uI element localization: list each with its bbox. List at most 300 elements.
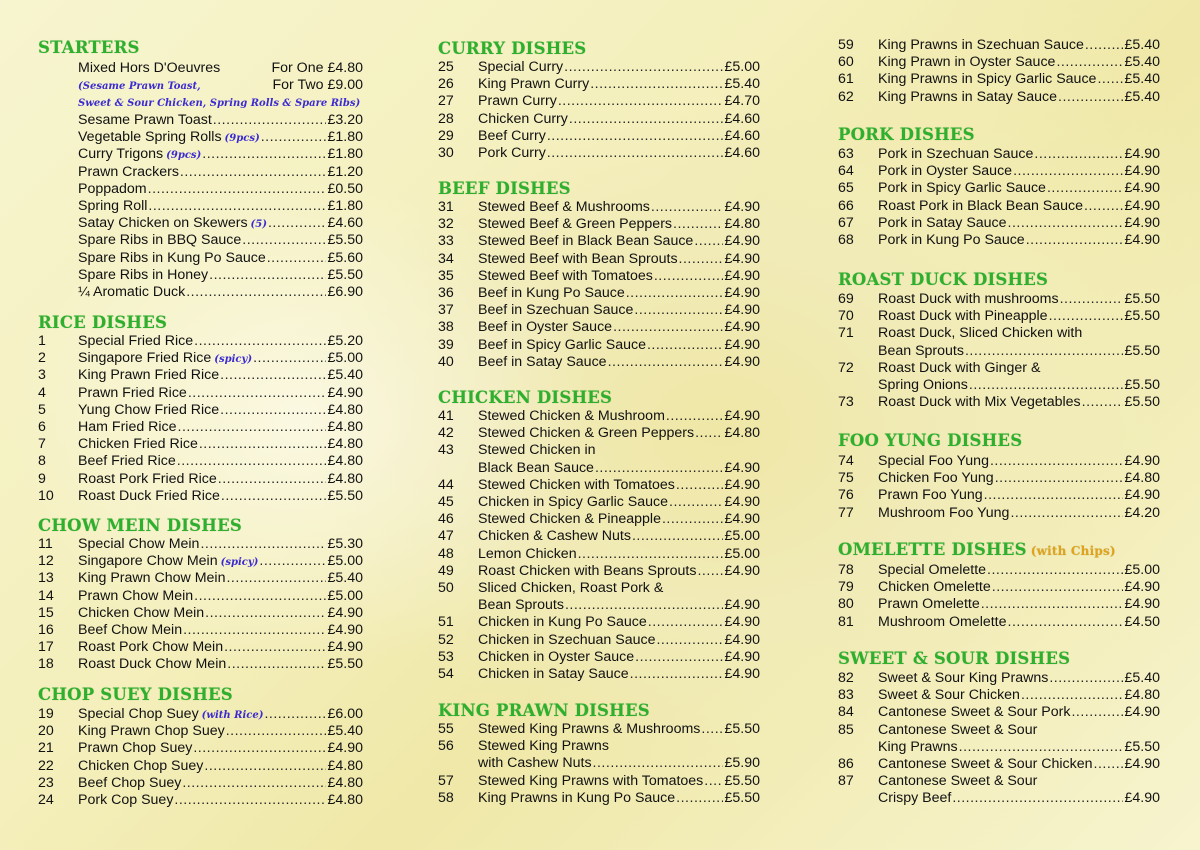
item-price: £4.90 — [1124, 146, 1160, 162]
item-price: £4.90 — [724, 562, 760, 579]
item-name: Special Chow Mein — [78, 536, 200, 552]
item-price: £4.90 — [327, 384, 363, 401]
item-number: 52 — [438, 631, 454, 648]
dot-leader — [569, 111, 724, 127]
item-number: 69 — [838, 291, 854, 307]
item-name: Sweet & Sour King Prawns — [878, 670, 1049, 686]
item-name: Beef Chop Suey — [78, 774, 182, 791]
section-title-curry: CURRY DISHES — [438, 39, 587, 58]
menu-item — [838, 232, 1160, 249]
dot-leader — [209, 267, 326, 283]
item-note: (5) — [250, 219, 267, 231]
item-number: 26 — [438, 76, 454, 93]
dot-leader — [1058, 89, 1123, 105]
dot-leader — [564, 59, 723, 75]
dot-leader — [1084, 198, 1123, 214]
item-price: £4.80 — [1124, 687, 1160, 704]
item-price: £5.50 — [1124, 377, 1160, 393]
dot-leader — [177, 453, 327, 469]
dot-leader — [981, 596, 1124, 612]
dot-leader — [995, 470, 1124, 486]
item-price: £5.00 — [327, 553, 363, 570]
item-number: 75 — [838, 470, 854, 487]
item-price: £4.90 — [1124, 596, 1160, 613]
menu-item — [38, 198, 363, 215]
menu-item — [838, 37, 1160, 54]
item-price: £3.20 — [327, 112, 363, 128]
menu-item — [438, 563, 760, 580]
item-number: 67 — [838, 214, 854, 231]
dot-leader — [704, 773, 723, 789]
menu-item — [38, 436, 363, 453]
item-price: £4.60 — [327, 215, 363, 232]
mixed-description-line-1: (Sesame Prawn Toast, — [78, 81, 201, 92]
dot-leader — [695, 425, 723, 441]
dot-leader — [1010, 505, 1123, 521]
dot-leader — [183, 622, 326, 638]
menu-item — [38, 250, 363, 267]
item-price: £5.00 — [724, 528, 760, 545]
item-price: £5.50 — [724, 789, 760, 806]
dot-leader — [264, 706, 326, 722]
item-number: 80 — [838, 596, 854, 613]
item-price: £5.40 — [1124, 88, 1160, 105]
item-name: Chicken Omelette — [878, 579, 991, 596]
menu-item — [438, 649, 760, 666]
menu-item — [438, 425, 760, 442]
item-name: Roast Duck with Mix Vegetables — [878, 394, 1081, 411]
item-name: Cantonese Sweet & Sour — [878, 773, 1038, 790]
dot-leader — [613, 319, 723, 335]
menu-item — [38, 570, 363, 587]
menu-item — [838, 163, 1160, 180]
item-number: 45 — [438, 494, 454, 510]
menu-item — [838, 722, 1160, 739]
item-price: £4.80 — [327, 436, 363, 453]
dot-leader — [224, 639, 326, 655]
section-title-starters: STARTERS — [38, 38, 140, 57]
menu-item — [438, 302, 760, 319]
item-name: Stewed Beef & Green Peppers — [478, 216, 673, 233]
item-name: Roast Pork Fried Rice — [78, 470, 217, 487]
item-name: Chicken Chop Suey — [78, 757, 204, 774]
item-number: 1 — [38, 333, 46, 349]
item-name: Prawn Omelette — [878, 596, 980, 613]
item-name: Beef in Satay Sauce — [478, 353, 607, 370]
item-name: Poppadom — [78, 180, 147, 197]
dot-leader — [1049, 308, 1124, 324]
menu-item — [838, 704, 1160, 721]
item-name: Beef in Szechuan Sauce — [478, 302, 634, 319]
dot-leader — [204, 758, 326, 774]
item-name: Spare Ribs in BBQ Sauce — [78, 232, 242, 249]
menu-item — [838, 470, 1160, 487]
menu-item — [38, 740, 363, 757]
menu-item — [38, 792, 363, 809]
menu-item — [838, 579, 1160, 596]
item-name: Roast Duck with Pineapple — [878, 308, 1048, 325]
item-price: £4.60 — [724, 127, 760, 144]
section-title-king-prawn: KING PRAWN DISHES — [438, 701, 650, 720]
item-price: £5.40 — [327, 723, 363, 740]
menu-item — [438, 511, 760, 528]
item-number: 87 — [838, 773, 854, 790]
item-number: 19 — [38, 706, 54, 722]
item-number: 54 — [438, 666, 454, 682]
item-number: 33 — [438, 233, 454, 250]
item-price: £6.90 — [327, 284, 363, 300]
item-price: £1.20 — [327, 163, 363, 180]
dot-leader — [651, 199, 724, 215]
dot-leader — [984, 487, 1124, 503]
dot-leader — [669, 494, 723, 510]
item-number: 58 — [438, 789, 454, 806]
item-number: 27 — [438, 93, 454, 110]
item-name: Chicken in Satay Sauce — [478, 666, 629, 682]
item-name: Roast Pork in Black Bean Sauce — [878, 197, 1084, 214]
item-price: £4.90 — [327, 639, 363, 656]
item-name: Ham Fried Rice — [78, 419, 177, 435]
item-price: £5.00 — [1124, 562, 1160, 578]
dot-leader — [253, 350, 326, 366]
dot-leader — [701, 721, 723, 737]
for-two-label: For Two — [272, 77, 324, 93]
item-price: £5.50 — [1124, 291, 1160, 307]
item-price: £4.60 — [724, 110, 760, 127]
item-name-continued: King Prawns — [878, 738, 958, 755]
item-name: Prawn Crackers — [78, 163, 179, 180]
item-name: Special Curry — [478, 59, 564, 75]
menu-item — [838, 453, 1160, 470]
item-number: 65 — [838, 180, 854, 197]
menu-item — [838, 505, 1160, 522]
menu-item — [838, 146, 1160, 163]
menu-item — [438, 614, 760, 631]
item-number: 55 — [438, 721, 454, 737]
item-price: £4.90 — [1124, 232, 1160, 248]
dot-leader — [221, 488, 327, 504]
item-number: 7 — [38, 436, 46, 453]
menu-item — [438, 494, 760, 511]
section-title-rice: RICE DISHES — [38, 313, 168, 332]
item-name: Beef Fried Rice — [78, 453, 176, 470]
item-number: 56 — [438, 738, 454, 755]
item-price: £4.90 — [724, 666, 760, 682]
dot-leader — [1047, 180, 1124, 196]
item-number: 32 — [438, 216, 454, 233]
item-price: £4.90 — [724, 494, 760, 510]
item-name: Beef Chow Mein — [78, 622, 183, 638]
item-number: 48 — [438, 545, 454, 562]
menu-item — [438, 460, 760, 477]
section-title-omelette — [838, 540, 1116, 559]
item-name: Singapore Chow Mein — [78, 553, 218, 570]
item-name: Roast Duck, Sliced Chicken with — [878, 325, 1083, 342]
menu-item — [838, 343, 1160, 360]
dot-leader — [654, 268, 724, 284]
item-note: (spicy) — [220, 557, 259, 569]
item-number: 11 — [38, 536, 53, 552]
item-number: 34 — [438, 250, 454, 267]
item-number: 36 — [438, 285, 454, 301]
item-number: 79 — [838, 579, 854, 596]
item-name-continued: Spring Onions — [878, 377, 968, 393]
item-number: 25 — [438, 59, 454, 75]
item-number: 16 — [38, 622, 54, 638]
menu-item — [838, 54, 1160, 71]
item-price: £4.90 — [724, 319, 760, 336]
menu-item — [38, 706, 363, 723]
item-name: Mixed Hors D'Oeuvres — [78, 60, 221, 76]
item-name: Sesame Prawn Toast — [78, 112, 212, 128]
for-two-price: £9.00 — [327, 77, 363, 93]
item-price: £5.00 — [724, 545, 760, 562]
item-name: Chicken Fried Rice — [78, 436, 198, 453]
dot-leader — [558, 93, 724, 109]
dot-leader — [213, 112, 327, 128]
menu-item — [838, 614, 1160, 631]
item-number: 23 — [38, 774, 54, 791]
menu-item — [38, 232, 363, 249]
item-name: Special Omelette — [878, 562, 987, 578]
item-number: 2 — [38, 350, 46, 367]
dot-leader — [648, 614, 724, 630]
item-price: £4.90 — [724, 233, 760, 250]
item-price: £4.90 — [1124, 487, 1160, 504]
item-name: King Prawn Chow Mein — [78, 570, 226, 587]
item-number: 59 — [838, 37, 854, 53]
dot-leader — [220, 367, 326, 383]
item-number: 51 — [438, 614, 454, 631]
item-number: 50 — [438, 580, 454, 596]
item-price: £4.90 — [724, 408, 760, 424]
item-name: Stewed King Prawns with Tomatoes — [478, 772, 704, 789]
dot-leader — [578, 546, 724, 562]
menu-item — [438, 251, 760, 268]
item-price: £4.80 — [327, 774, 363, 791]
item-name: Beef in Kung Po Sauce — [478, 285, 625, 301]
item-price: £5.50 — [1124, 308, 1160, 325]
menu-item — [838, 756, 1160, 773]
menu-item — [438, 721, 760, 738]
item-number: 74 — [838, 453, 854, 469]
menu-item — [38, 350, 363, 367]
item-price: £5.50 — [1124, 342, 1160, 359]
dot-leader — [202, 146, 326, 162]
item-name: Pork in Szechuan Sauce — [878, 146, 1034, 162]
item-price: £4.60 — [724, 145, 760, 161]
item-name: Cantonese Sweet & Sour Pork — [878, 704, 1071, 721]
omelette-subtitle: (with Chips) — [1030, 544, 1116, 558]
dot-leader — [1008, 215, 1124, 231]
item-price: £4.80 — [327, 453, 363, 470]
menu-item — [38, 656, 363, 673]
dot-leader — [673, 216, 723, 232]
menu-item — [438, 59, 760, 76]
menu-item — [838, 739, 1160, 756]
item-name: Stewed Chicken & Green Peppers — [478, 425, 695, 442]
item-name: Beef in Oyster Sauce — [478, 319, 613, 336]
dot-leader — [186, 284, 326, 300]
item-price: £5.40 — [1124, 670, 1160, 686]
item-number: 35 — [438, 267, 454, 284]
for-one-price: £4.80 — [327, 60, 363, 76]
item-price: £4.90 — [724, 302, 760, 319]
item-number: 29 — [438, 127, 454, 144]
item-name: Roast Chicken with Beans Sprouts — [478, 562, 697, 579]
dot-leader — [148, 181, 327, 197]
menu-item — [438, 773, 760, 790]
item-name-continued: Black Bean Sauce — [478, 459, 594, 476]
item-number: 47 — [438, 528, 454, 545]
dot-leader — [969, 377, 1124, 393]
item-number: 68 — [838, 232, 854, 248]
menu-item — [438, 93, 760, 110]
menu-item — [38, 639, 363, 656]
item-name: King Prawn Curry — [478, 76, 590, 93]
item-number: 83 — [838, 687, 854, 704]
menu-item — [438, 528, 760, 545]
item-number: 38 — [438, 319, 454, 336]
menu-item — [838, 670, 1160, 687]
dot-leader — [218, 471, 327, 487]
item-number: 78 — [838, 562, 854, 578]
item-number: 53 — [438, 648, 454, 665]
item-price: £4.50 — [1124, 613, 1160, 630]
item-price: £5.50 — [327, 232, 363, 249]
item-price: £4.90 — [724, 459, 760, 476]
item-number: 81 — [838, 613, 854, 630]
menu-item — [838, 180, 1160, 197]
item-name: Chicken in Spicy Garlic Sauce — [478, 494, 669, 510]
item-number: 8 — [38, 453, 46, 470]
item-name: Prawn Chop Suey — [78, 740, 193, 757]
item-name: Roast Duck Fried Rice — [78, 487, 220, 504]
item-number: 37 — [438, 302, 454, 319]
item-number: 17 — [38, 639, 54, 656]
item-price: £4.90 — [327, 604, 363, 621]
dot-leader — [180, 164, 327, 180]
item-name: Pork in Kung Po Sauce — [878, 232, 1025, 248]
item-price: £5.40 — [1124, 54, 1160, 71]
dot-leader — [1056, 54, 1123, 70]
item-number: 72 — [838, 359, 854, 376]
section-title-sweet-sour: SWEET & SOUR DISHES — [838, 649, 1071, 668]
item-name: Special Chop Suey — [78, 706, 199, 722]
menu-item — [838, 291, 1160, 308]
item-price: £4.80 — [327, 470, 363, 487]
item-name: Prawn Chow Mein — [78, 587, 194, 604]
item-number: 60 — [838, 54, 854, 71]
item-price: £4.90 — [1124, 180, 1160, 197]
item-price: £4.90 — [724, 476, 760, 493]
item-name: Pork Curry — [478, 145, 546, 161]
menu-item — [38, 758, 363, 775]
item-number: 24 — [38, 792, 54, 808]
item-number: 63 — [838, 146, 854, 162]
item-name: Stewed Beef in Black Bean Sauce — [478, 233, 694, 250]
dot-leader — [205, 605, 326, 621]
item-name: Stewed Chicken with Tomatoes — [478, 476, 675, 493]
menu-item — [38, 112, 363, 129]
item-name: King Prawns in Szechuan Sauce — [878, 37, 1084, 53]
item-name: Spare Ribs in Honey — [78, 266, 209, 283]
mixed-description-line-2: Sweet & Sour Chicken, Spring Rolls & Spare Ribs) — [78, 98, 361, 109]
section-title-chop-suey: CHOP SUEY DISHES — [38, 685, 233, 704]
item-number: 31 — [438, 199, 454, 215]
item-price: £5.60 — [327, 249, 363, 266]
item-number: 3 — [38, 367, 46, 384]
section-title-beef: BEEF DISHES — [438, 179, 571, 198]
item-name: Chicken & Cashew Nuts — [478, 528, 631, 545]
item-name: King Prawns in Spicy Garlic Sauce — [878, 71, 1097, 88]
dot-leader — [259, 553, 326, 569]
dot-leader — [194, 333, 326, 349]
menu-item — [838, 308, 1160, 325]
item-name: Cantonese Sweet & Sour Chicken — [878, 756, 1093, 772]
menu-item — [438, 285, 760, 302]
item-number: 66 — [838, 197, 854, 214]
dot-leader — [1013, 163, 1123, 179]
item-price: £4.80 — [1124, 470, 1160, 487]
item-number: 4 — [38, 384, 46, 401]
item-name-continued: Crispy Beef — [878, 790, 952, 807]
section-title-pork: PORK DISHES — [838, 125, 975, 144]
menu-item — [438, 790, 760, 807]
menu-item — [838, 215, 1160, 232]
dot-leader — [188, 385, 327, 401]
menu-item — [438, 111, 760, 128]
dot-leader — [226, 570, 326, 586]
item-price: £5.40 — [327, 367, 363, 384]
dot-leader — [959, 739, 1124, 755]
menu-item — [838, 487, 1160, 504]
dot-leader — [1085, 37, 1124, 53]
item-number: 86 — [838, 756, 854, 772]
dot-leader — [547, 128, 724, 144]
menu-item — [38, 471, 363, 488]
dot-leader — [178, 419, 327, 435]
dot-leader — [148, 198, 326, 214]
dot-leader — [608, 354, 724, 370]
item-price: £1.80 — [327, 146, 363, 163]
item-number: 82 — [838, 670, 854, 686]
item-price: £4.80 — [327, 401, 363, 418]
item-price: £4.90 — [724, 597, 760, 614]
item-price: £4.90 — [1124, 790, 1160, 807]
item-number: 41 — [438, 408, 454, 424]
item-price: £4.90 — [1124, 704, 1160, 721]
dot-leader — [226, 723, 327, 739]
item-name: Special Fried Rice — [78, 333, 194, 349]
dot-leader — [679, 251, 724, 267]
menu-item — [38, 605, 363, 622]
item-price: £5.50 — [327, 487, 363, 504]
dot-leader — [1049, 670, 1123, 686]
item-name: Pork in Oyster Sauce — [878, 163, 1013, 180]
menu-item — [38, 553, 363, 570]
item-name: Chicken in Oyster Sauce — [478, 648, 635, 665]
item-name: Pork in Satay Sauce — [878, 214, 1007, 231]
item-name: Curry Trigons — [78, 146, 164, 163]
item-number: 28 — [438, 110, 454, 127]
item-name: Sliced Chicken, Roast Pork & — [478, 580, 664, 596]
menu-item — [838, 687, 1160, 704]
item-name: Stewed Beef & Mushrooms — [478, 199, 650, 215]
menu-item — [438, 268, 760, 285]
item-name: Prawn Curry — [478, 93, 557, 110]
item-name: Chicken in Szechuan Sauce — [478, 631, 656, 648]
